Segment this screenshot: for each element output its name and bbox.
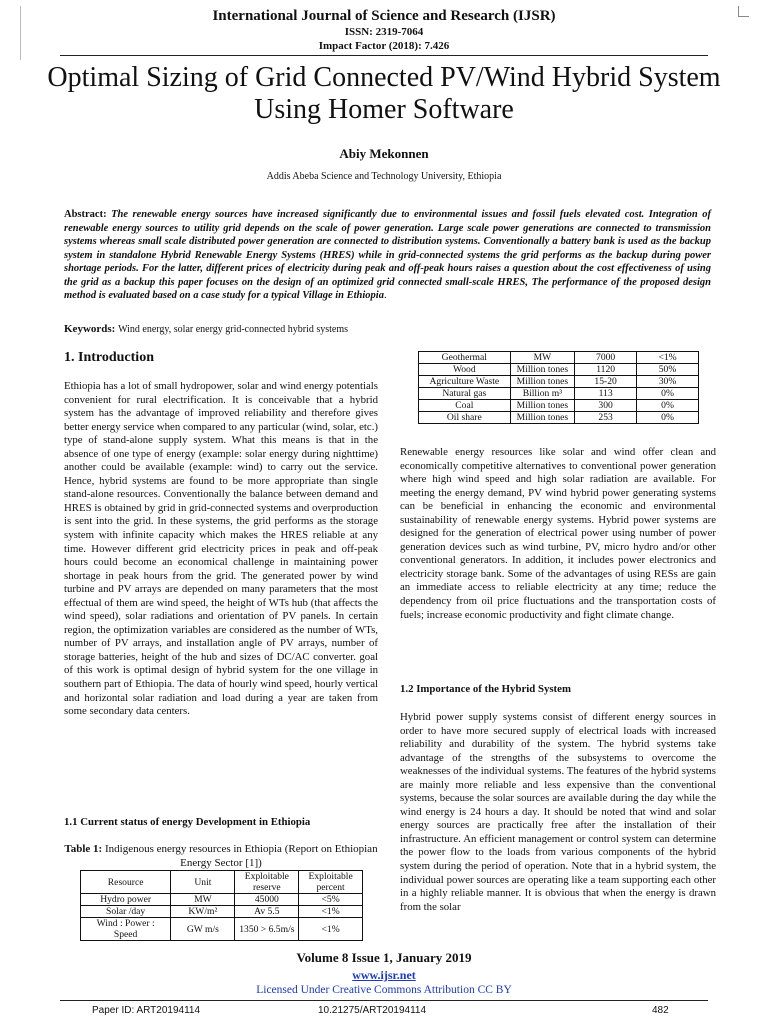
table-cell: Agriculture Waste (419, 376, 511, 388)
table-cell: 0% (637, 400, 699, 412)
table-cell: 0% (637, 388, 699, 400)
table-row (419, 376, 699, 388)
footer-url-link[interactable]: www.ijsr.net (352, 968, 416, 982)
table-caption (64, 843, 378, 870)
table-cell: <1% (299, 906, 363, 918)
table-row (419, 400, 699, 412)
abstract-text: The renewable energy sources have increased significantly due to environmental issues and fossil fuels elevated cost. Integration of renewable energy sources to utility grid depends on the scale of power generation. Large scale power generations are connected to transmission systems whereas small scale distributed power generation are connected to distribution systems. Conventionally a battery bank is used as the backup system in standalone Hybrid Renewable Energy Systems (HRES) while in grid-connected systems the grid performs as the backup during power shortage periods. For the latter, different prices of electricity during peak and off-peak hours raises a question about the cost effectiveness of using the grid as a backup this paper focuses on the design of an optimized grid connected small-scale HRES, The performance of the proposed design method is evaluated based on a case study for a typical Village in Ethiopia (64, 209, 711, 301)
table-cell: Million tones (510, 400, 575, 412)
table-cell: 1350 > 6.5m/s (235, 918, 299, 941)
table-row (419, 412, 699, 424)
table-cell: <5% (299, 894, 363, 906)
issn: ISSN: 2319-7064 (344, 26, 424, 38)
table-cell: 1120 (575, 364, 637, 376)
table-cell: Billion m³ (510, 388, 575, 400)
table-cell: <1% (299, 918, 363, 941)
paper-title: Optimal Sizing of Grid Connected PV/Wind Hybrid System Using Homer Software (47, 62, 721, 125)
page-number: 482 (652, 1005, 669, 1016)
subsection-heading: 1.2 Importance of the Hybrid System (400, 683, 571, 695)
keywords-text: Wind energy, solar energy grid-connected hybrid systems (118, 324, 348, 335)
table-cell: MW (171, 894, 235, 906)
energy-table-part1 (80, 870, 363, 941)
table-cell: Natural gas (419, 388, 511, 400)
table-header-row (81, 871, 363, 894)
table-cell: 113 (575, 388, 637, 400)
footer-volume: Volume 8 Issue 1, January 2019 (296, 950, 472, 965)
header-divider (60, 55, 708, 56)
right-paragraph-1: Renewable energy resources like solar and wind offer clean and economically competitive alternatives to conventional power generation where high wind speed and high solar radiation are available. For meeting the energy demand, PV wind hybrid power generating systems can be beneficial in enhancing the economic and environmental sustainability of renewable energy systems. Hybrid power systems are designed for the generation of electrical power using number of power generation devices such as wind turbine, PV, micro hydro and/or other conventional generators. In addition, it includes power electronics and electricity storage bank. Some of the advantages of using RESs are gain an immediate access to reliable electricity at any time; reduce the dependency from oil price fluctuations and the transportation costs of fuels; increase economic productivity and fight climate change. (400, 446, 716, 621)
table-cell: 253 (575, 412, 637, 424)
table-cell: 45000 (235, 894, 299, 906)
table-row (419, 388, 699, 400)
abstract-label: Abstract: (64, 209, 107, 220)
affiliation: Addis Abeba Science and Technology University, Ethiopia (266, 171, 502, 182)
table-cell: 0% (637, 412, 699, 424)
table-row (419, 364, 699, 376)
table-cell: Million tones (510, 412, 575, 424)
right-paragraph-2: Hybrid power supply systems consist of different energy sources in order to have more secured supply of electrical loads with increased reliability and durability of the system. The hybrid systems take advantage of the strengths of the subsystems to overcome the weaknesses of the individual systems. The features of the hybrid systems are mainly more reliable and less expensive than the conventional systems, because the solar sources are available during the day while the wind energy is 24 hours a day. It should be noted that wind and solar energy sources are practically free after the installation of their infrastructure. An efficient management or control system can determine the power flow to the loads from various components of the hybrid system during the period of operation. Note that in a hybrid system, the individual power sources are operating like a team supporting each other in a highly reliable manner. It is obvious that when the energy is drawn from the solar (400, 711, 716, 913)
table-row (81, 918, 363, 941)
journal-name: International Journal of Science and Research (IJSR) (212, 8, 556, 24)
abstract-end: . (383, 290, 387, 301)
table-header-cell: Resource (81, 871, 171, 894)
table-cell: Hydro power (81, 894, 171, 906)
table-cell: Solar /day (81, 906, 171, 918)
table-row (419, 352, 699, 364)
table-header-cell: Exploitable percent (299, 871, 363, 894)
table-cell: 7000 (575, 352, 637, 364)
table-cell: 30% (637, 376, 699, 388)
table-row (81, 906, 363, 918)
table-label: Table 1: (64, 843, 103, 855)
table-cell: 15-20 (575, 376, 637, 388)
abstract (64, 208, 711, 303)
paper-id: Paper ID: ART20194114 (92, 1005, 201, 1016)
table-cell: Av 5.5 (235, 906, 299, 918)
table-cell: 50% (637, 364, 699, 376)
keywords (64, 323, 348, 335)
footer-divider (60, 1000, 708, 1001)
table-cell: KW/m² (171, 906, 235, 918)
table-caption-text: Indigenous energy resources in Ethiopia (Report on Ethiopian Energy Sector [1]) (104, 843, 378, 869)
table-header-cell: Unit (171, 871, 235, 894)
subsection-heading: 1.1 Current status of energy Development in Ethiopia (64, 816, 311, 828)
table-cell: 300 (575, 400, 637, 412)
footer-license-link[interactable]: Licensed Under Creative Commons Attribution CC BY (256, 984, 512, 996)
table-cell: Million tones (510, 376, 575, 388)
table-cell: <1% (637, 352, 699, 364)
table-header-cell: Exploitable reserve (235, 871, 299, 894)
intro-paragraph: Ethiopia has a lot of small hydropower, solar and wind energy potentials convenient for rural electrification. It is conceivable that a hybrid system has the advantage of improved reliability and therefore gives better energy service when compared to any particular (wind, solar, etc.) type of stand-alone supply system. What this means is that in the absence of one type of energy (example: solar energy during nighttime) another could be available (example: wind) to carry out the service. Hence, hybrid systems are found to be more appropriate than single stand-alone resources. Conventionally the balance between demand and HRES is obtained by grid in grid-connected systems and overproduction is sent into the grid. In these systems, the grid performs as the storage system with infinite capacity which makes the HRES reliable at any time. However different grid electricity prices in peak and off-peak hours could become an economical challenge in maintaining power shortage in peak hours from the grid. The generated power by wind turbine and PV arrays are depended on many parameters that the most effectual of them are wind speed, the height of WTs hub (that affects the wind speed), solar radiations and orientation of PV panels. In certain region, the optimization variables are considered as the number of WTs, number of PV arrays, and installation angle of PV arrays, number of storage batteries, height of the hub and sizes of DC/AC converter. goal of this work is optimal design of hybrid system for the one village in southern part of Ethiopia. The data of hourly wind speed, hourly vertical and horizontal solar radiation and load during a year are taken from some secondary data centers. (64, 380, 378, 718)
impact-factor: Impact Factor (2018): 7.426 (318, 40, 450, 52)
doi: 10.21275/ART20194114 (318, 1005, 427, 1016)
keywords-label: Keywords: (64, 323, 116, 335)
table-cell: Wood (419, 364, 511, 376)
section-heading: 1. Introduction (64, 350, 154, 365)
table-cell: Million tones (510, 364, 575, 376)
table-cell: GW m/s (171, 918, 235, 941)
author: Abiy Mekonnen (339, 146, 429, 161)
table-cell: Coal (419, 400, 511, 412)
table-cell: MW (510, 352, 575, 364)
table-row (81, 894, 363, 906)
energy-table-part2 (418, 351, 699, 424)
table-cell: Oil share (419, 412, 511, 424)
table-cell: Geothermal (419, 352, 511, 364)
table-cell: Wind : Power : Speed (81, 918, 171, 941)
